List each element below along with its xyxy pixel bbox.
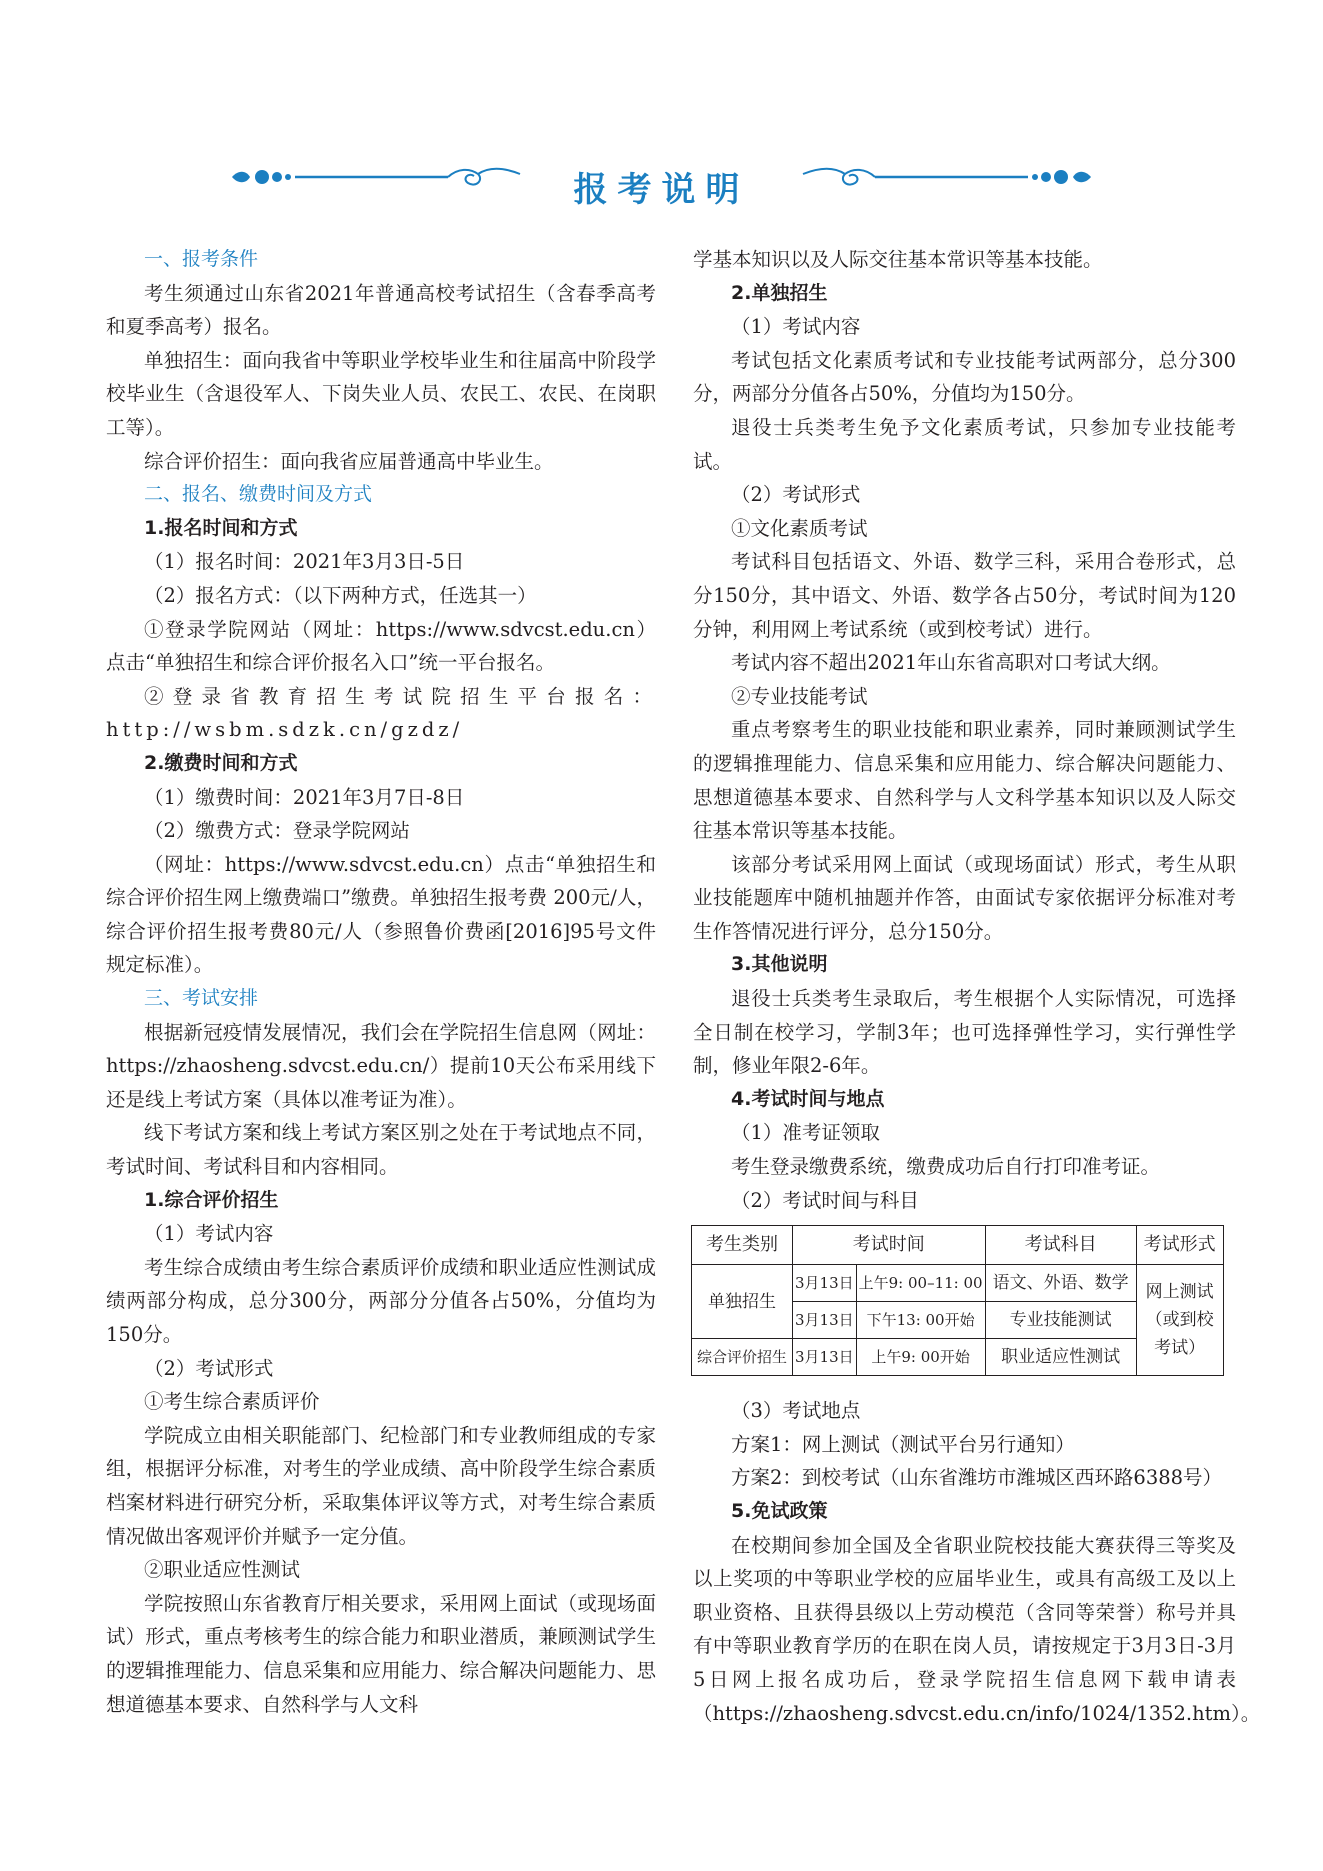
paragraph: （1）准考证领取 [731,1121,880,1145]
table-cell-date: 3月13日 [793,1265,857,1302]
paragraph: 方案1：网上测试（测试平台另行通知） [731,1432,1075,1456]
table-cell-date: 3月13日 [793,1302,857,1339]
table-cell-time: 下午13: 00开始 [856,1302,985,1339]
table-cell-category: 单独招生 [692,1265,793,1339]
table-header: 考生类别 [692,1226,793,1265]
paragraph: ②登录省教育招生考试院招生平台报名：http://wsbm.sdzk.cn/gzdz/ [106,684,656,742]
paragraph: 线下考试方案和线上考试方案区别之处在于考试地点不同，考试时间、考试科目和内容相同。 [106,1121,656,1179]
subsection-heading: 2.缴费时间和方式 [144,751,298,774]
paragraph: 综合评价招生：面向我省应届普通高中毕业生。 [144,449,554,473]
paragraph: 方案2：到校考试（山东省潍坊市潍城区西环路6388号） [731,1466,1223,1490]
exam-schedule-table [691,1225,1224,1376]
paragraph: 考生综合成绩由考生综合素质评价成绩和职业适应性测试成绩两部分构成，总分300分，两部分分值各占50%，分值均为150分。 [106,1255,656,1346]
subsection-heading: 4.考试时间与地点 [731,1087,885,1110]
paragraph: （1）考试内容 [731,315,861,339]
paragraph: ①文化素质考试 [731,516,868,540]
table-cell-category: 综合评价招生 [692,1339,793,1376]
table-header: 考试时间 [793,1226,986,1265]
right-bottom-text [693,1394,1261,1730]
paragraph: （2）缴费方式：登录学院网站 [144,819,410,843]
form-line: （或到校 [1145,1310,1214,1331]
subsection-heading: 5.免试政策 [731,1500,828,1522]
table-cell-subject: 专业技能测试 [985,1302,1136,1339]
paragraph: 单独招生：面向我省中等职业学校毕业生和往届高中阶段学校毕业生（含退役军人、下岗失业人员、农民工、农民、在岗职工等）。 [106,348,656,439]
section-heading: 一、报考条件 [144,248,259,270]
paragraph: 重点考察考生的职业技能和职业素养，同时兼顾测试学生的逻辑推理能力、信息采集和应用能力、综合解决问题能力、思想道德基本要求、自然科学与人文科学基本知识以及人际交往基本常识等基本技能。 [693,718,1236,843]
paragraph: 考试内容不超出2021年山东省高职对口考试大纲。 [731,651,1171,675]
subsection-heading: 1.综合评价招生 [144,1188,279,1211]
paragraph: 考试科目包括语文、外语、数学三科，采用合卷形式，总分150分，其中语文、外语、数学各占50分，考试时间为120分钟，利用网上考试系统（或到校考试）进行。 [693,550,1236,641]
paragraph: ①登录学院网站（网址：https://www.sdvcst.edu.cn）点击“单独招生和综合评价报名入口”统一平台报名。 [106,617,656,675]
table-header: 考试科目 [985,1226,1136,1265]
form-line: 网上测试 [1145,1282,1214,1303]
paragraph: 考试包括文化素质考试和专业技能考试两部分，总分300分，两部分分值各占50%，分值均为150分。 [693,348,1236,406]
paragraph: （1）报名时间：2021年3月3日-5日 [144,550,465,574]
paragraph: 学院成立由相关职能部门、纪检部门和专业教师组成的专家组，根据评分标准，对考生的学业成绩、高中阶段学生综合素质档案材料进行研究分析，采取集体评议等方式，对考生综合素质情况做出客观评价并赋予一定分值。 [106,1423,656,1548]
right-top-text [693,243,1236,1217]
paragraph: 该部分考试采用网上面试（或现场面试）形式，考生从职业技能题库中随机抽题并作答，由面试专家依据评分标准对考生作答情况进行评分，总分150分。 [693,852,1236,943]
paragraph: 退役士兵类考生免予文化素质考试，只参加专业技能考试。 [693,415,1236,473]
paragraph: 根据新冠疫情发展情况，我们会在学院招生信息网（网址：https://zhaosheng.sdvcst.edu.cn/）提前10天公布采用线下还是线上考试方案（具体以准考证为准）。 [106,1020,656,1111]
paragraph: （2）考试形式 [144,1356,274,1380]
paragraph: （1）考试内容 [144,1222,274,1246]
left-column [106,243,656,1721]
paragraph: 在校期间参加全国及全省职业院校技能大赛获得三等奖及以上奖项的中等职业学校的应届毕业生，或具有高级工及以上职业资格、且获得县级以上劳动模范（含同等荣誉）称号并具有中等职业教育学历的在职在岗人员，请按规定于3月3日-3月5日网上报名成功后，登录学院招生信息网下载申请表（https://zhaosheng.sdvcst.edu.cn/info/1024/1352.htm）。 [693,1533,1261,1725]
paragraph: ①考生综合素质评价 [144,1390,320,1414]
paragraph: 退役士兵类考生录取后，考生根据个人实际情况，可选择全日制在校学习，学制3年；也可选择弹性学习，实行弹性学制，修业年限2-6年。 [693,987,1236,1078]
paragraph: （3）考试地点 [731,1399,861,1423]
subsection-heading: 1.报名时间和方式 [144,516,298,539]
subsection-heading: 2.单独招生 [731,281,828,304]
page-title: 报考说明 [573,170,750,210]
table-cell-subject: 语文、外语、数学 [985,1265,1136,1302]
section-heading: 二、报名、缴费时间及方式 [144,483,373,506]
paragraph: 考生须通过山东省2021年普通高校考试招生（含春季高考和夏季高考）报名。 [106,281,656,339]
table-cell-subject: 职业适应性测试 [985,1339,1136,1376]
paragraph: ②职业适应性测试 [144,1558,301,1582]
section-heading: 三、考试安排 [144,987,259,1010]
paragraph: 考生登录缴费系统，缴费成功后自行打印准考证。 [731,1155,1161,1179]
form-line: 考试） [1154,1338,1206,1359]
paragraph: （2）报名方式：（以下两种方式，任选其一） [144,583,537,607]
paragraph: ②专业技能考试 [731,684,868,708]
paragraph: （网址：https://www.sdvcst.edu.cn）点击“单独招生和综合评价招生网上缴费端口”缴费。单独招生报考费 200元/人，综合评价招生报考费80元/人（参照鲁价费函[2016]95号文件规定标准）。 [106,852,656,977]
subsection-heading: 3.其他说明 [731,953,828,976]
table-cell-time: 上午9: 00–11: 00 [856,1265,985,1302]
right-column [693,243,1261,1730]
paragraph: （1）缴费时间：2021年3月7日-8日 [144,785,465,809]
table-cell-time: 上午9: 00开始 [856,1339,985,1376]
table-cell-date: 3月13日 [793,1339,857,1376]
table-cell-form [1136,1265,1223,1376]
paragraph: 学基本知识以及人际交往基本常识等基本技能。 [693,248,1103,271]
paragraph: （2）考试时间与科目 [731,1188,919,1212]
table-header: 考试形式 [1136,1226,1223,1265]
paragraph: （2）考试形式 [731,483,861,507]
paragraph: 学院按照山东省教育厅相关要求，采用网上面试（或现场面试）形式，重点考核考生的综合能力和职业潜质，兼顾测试学生的逻辑推理能力、信息采集和应用能力、综合解决问题能力、思想道德基本要求、自然科学与人文科 [106,1591,656,1716]
